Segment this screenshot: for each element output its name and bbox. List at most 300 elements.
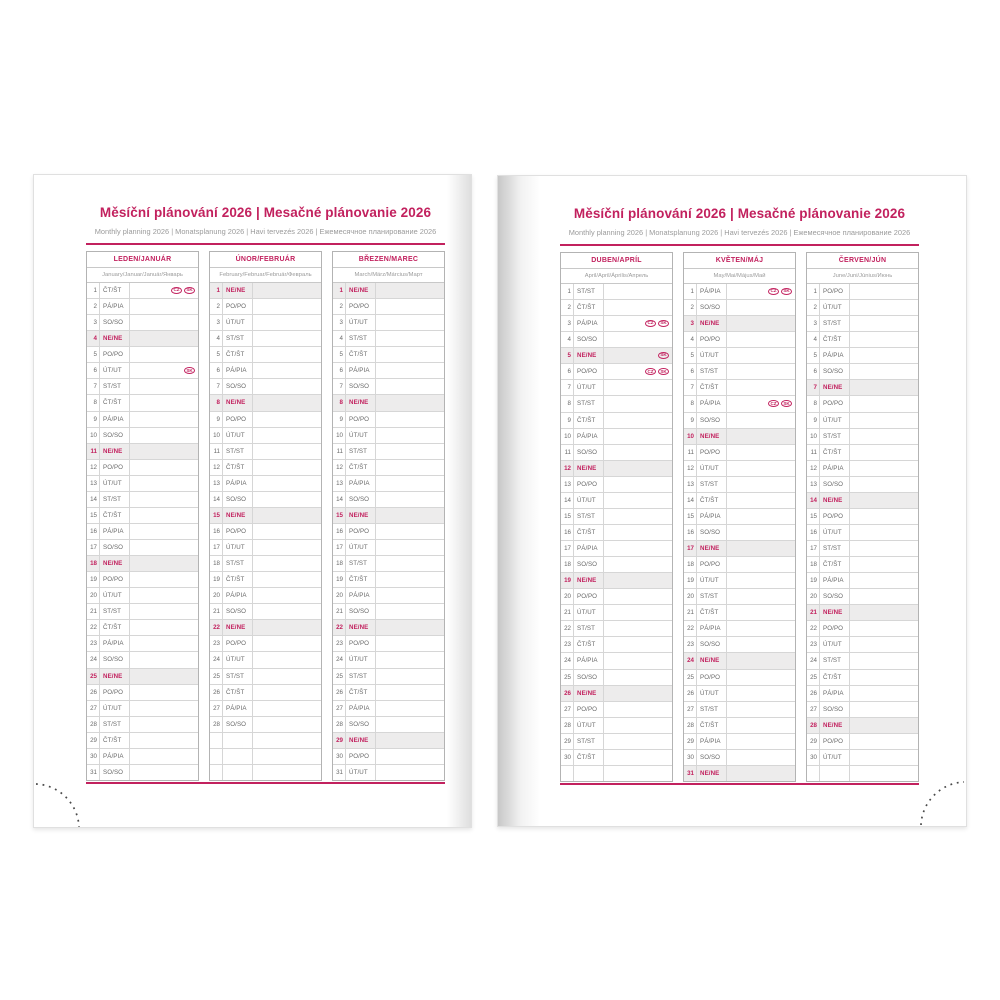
top-rule: [560, 244, 919, 246]
day-number: 24: [684, 653, 697, 668]
day-abbreviation: ČT/ŠT: [697, 605, 727, 620]
day-abbreviation: ST/ST: [574, 734, 604, 749]
day-abbreviation: ÚT/UT: [346, 540, 376, 555]
notes-cell: [376, 283, 444, 298]
holiday-cz-icon: CZ: [645, 320, 656, 327]
day-row-9: [561, 413, 672, 429]
day-row-5: [684, 348, 795, 364]
notes-cell: [376, 508, 444, 523]
notes-cell: [604, 316, 672, 331]
notes-cell: [253, 636, 321, 651]
day-number: 10: [684, 429, 697, 444]
day-row-29: [87, 733, 198, 749]
day-number: 14: [333, 492, 346, 507]
day-abbreviation: ÚT/UT: [574, 605, 604, 620]
day-number: 12: [807, 461, 820, 476]
day-abbreviation: ÚT/UT: [574, 493, 604, 508]
notes-cell: [130, 669, 198, 684]
day-row-16: [87, 524, 198, 540]
day-number: 2: [684, 300, 697, 315]
month-table-3: [332, 251, 445, 781]
notes-cell: [253, 652, 321, 667]
day-abbreviation: ČT/ŠT: [574, 300, 604, 315]
notes-cell: [604, 670, 672, 685]
day-abbreviation: ÚT/UT: [100, 363, 130, 378]
notes-cell: [727, 380, 795, 395]
day-row-4: [807, 332, 918, 348]
day-number: 1: [561, 284, 574, 299]
month-name: LEDEN/JANUÁR: [87, 252, 198, 268]
day-abbreviation: PO/PO: [697, 557, 727, 572]
day-row-9: [684, 413, 795, 429]
notes-cell: [376, 540, 444, 555]
day-abbreviation: ÚT/UT: [820, 300, 850, 315]
day-row-16: [684, 525, 795, 541]
day-number: 20: [333, 588, 346, 603]
day-abbreviation: PO/PO: [820, 396, 850, 411]
notes-cell: [376, 347, 444, 362]
day-row-11: [333, 444, 444, 460]
day-abbreviation: NE/NE: [223, 283, 253, 298]
notes-cell: [376, 444, 444, 459]
day-row-5: [210, 347, 321, 363]
notes-cell: [253, 379, 321, 394]
day-abbreviation: ÚT/UT: [574, 380, 604, 395]
day-abbreviation: PO/PO: [223, 299, 253, 314]
day-number: 19: [684, 573, 697, 588]
day-row-28: [210, 717, 321, 733]
notes-cell: [604, 734, 672, 749]
notes-cell: [850, 766, 918, 781]
notes-cell: [604, 364, 672, 379]
day-number: 6: [684, 364, 697, 379]
day-abbreviation: ČT/ŠT: [820, 670, 850, 685]
day-number: 11: [807, 445, 820, 460]
day-row-27: [333, 701, 444, 717]
day-rows: [87, 283, 198, 780]
notes-cell: [253, 685, 321, 700]
notes-cell: [130, 733, 198, 748]
day-abbreviation: PO/PO: [697, 332, 727, 347]
day-abbreviation: ČT/ŠT: [820, 445, 850, 460]
day-row-13: [684, 477, 795, 493]
day-row-13: [87, 476, 198, 492]
day-abbreviation: NE/NE: [697, 316, 727, 331]
notes-cell: [376, 556, 444, 571]
day-row-10: [87, 428, 198, 444]
day-abbreviation: PÁ/PIA: [100, 749, 130, 764]
day-abbreviation: PO/PO: [346, 412, 376, 427]
day-abbreviation: NE/NE: [697, 429, 727, 444]
day-number: 21: [333, 604, 346, 619]
day-row-12: [807, 461, 918, 477]
day-abbreviation: PÁ/PIA: [697, 734, 727, 749]
notes-cell: [130, 556, 198, 571]
notes-cell: [727, 413, 795, 428]
day-number: 16: [87, 524, 100, 539]
notes-cell: [850, 573, 918, 588]
notes-cell: [130, 765, 198, 780]
day-number: 22: [561, 621, 574, 636]
month-subtitle: April/April/Április/Апрель: [561, 269, 672, 284]
day-number: 24: [807, 653, 820, 668]
day-abbreviation: NE/NE: [574, 573, 604, 588]
day-number: 26: [333, 685, 346, 700]
right-page: [497, 175, 967, 827]
day-row-1: [561, 284, 672, 300]
notes-cell: [253, 604, 321, 619]
day-abbreviation: ÚT/UT: [697, 348, 727, 363]
holiday-sk-icon: SK: [184, 287, 195, 294]
day-abbreviation: SO/SO: [223, 492, 253, 507]
holiday-cz-icon: CZ: [768, 400, 779, 407]
day-row-24: [807, 653, 918, 669]
day-row-28: [87, 717, 198, 733]
day-row-10: [684, 429, 795, 445]
day-number: 23: [210, 636, 223, 651]
day-number: 28: [684, 718, 697, 733]
month-table-6: [806, 252, 919, 782]
notes-cell: [130, 636, 198, 651]
day-abbreviation: ÚT/UT: [223, 428, 253, 443]
day-number: 4: [210, 331, 223, 346]
day-abbreviation: SO/SO: [574, 670, 604, 685]
day-row-7: [333, 379, 444, 395]
notes-cell: [604, 718, 672, 733]
day-number: 4: [684, 332, 697, 347]
notes-cell: [850, 686, 918, 701]
day-abbreviation: NE/NE: [223, 395, 253, 410]
day-abbreviation: NE/NE: [574, 461, 604, 476]
day-number: 13: [87, 476, 100, 491]
day-abbreviation: ČT/ŠT: [820, 332, 850, 347]
notes-cell: [850, 445, 918, 460]
day-abbreviation: ST/ST: [100, 717, 130, 732]
holiday-sk-icon: SK: [658, 368, 669, 375]
day-row-3: [87, 315, 198, 331]
day-abbreviation: ST/ST: [346, 556, 376, 571]
day-row-26: [87, 685, 198, 701]
notes-cell: [727, 300, 795, 315]
notes-cell: [850, 734, 918, 749]
day-row-12: [684, 461, 795, 477]
notes-cell: [850, 557, 918, 572]
day-abbreviation: ČT/ŠT: [574, 750, 604, 765]
day-number: 14: [684, 493, 697, 508]
day-abbreviation: ČT/ŠT: [820, 557, 850, 572]
day-abbreviation: NE/NE: [100, 331, 130, 346]
day-abbreviation: PO/PO: [574, 589, 604, 604]
day-number: 14: [807, 493, 820, 508]
notes-cell: [130, 508, 198, 523]
day-row-18: [807, 557, 918, 573]
notes-cell: [376, 363, 444, 378]
day-number: 20: [210, 588, 223, 603]
day-number: 27: [210, 701, 223, 716]
notes-cell: [376, 588, 444, 603]
day-row-6: [684, 364, 795, 380]
day-row-13: [210, 476, 321, 492]
months-left: [86, 251, 445, 781]
day-number: 28: [333, 717, 346, 732]
empty-row: [210, 733, 321, 749]
notes-cell: [253, 556, 321, 571]
day-abbreviation: ST/ST: [346, 331, 376, 346]
day-row-23: [333, 636, 444, 652]
notes-cell: [850, 589, 918, 604]
notes-cell: [253, 476, 321, 491]
day-number: 4: [333, 331, 346, 346]
day-row-19: [210, 572, 321, 588]
day-row-23: [807, 637, 918, 653]
notes-cell: [727, 316, 795, 331]
day-number: 12: [684, 461, 697, 476]
day-number: 17: [807, 541, 820, 556]
day-number: 1: [210, 283, 223, 298]
notes-cell: [604, 348, 672, 363]
day-abbreviation: SO/SO: [574, 332, 604, 347]
day-row-4: [684, 332, 795, 348]
day-abbreviation: ČT/ŠT: [346, 460, 376, 475]
day-abbreviation: PO/PO: [820, 621, 850, 636]
day-row-5: [807, 348, 918, 364]
day-number: 17: [684, 541, 697, 556]
day-row-12: [561, 461, 672, 477]
day-row-13: [807, 477, 918, 493]
day-number: 8: [807, 396, 820, 411]
day-row-18: [87, 556, 198, 572]
day-row-16: [333, 524, 444, 540]
notes-cell: [850, 364, 918, 379]
day-row-5: [87, 347, 198, 363]
notes-cell: [376, 331, 444, 346]
day-number: 17: [561, 541, 574, 556]
day-row-6: [807, 364, 918, 380]
notes-cell: [253, 315, 321, 330]
day-abbreviation: ČT/ŠT: [346, 685, 376, 700]
day-abbreviation: PÁ/PIA: [697, 396, 727, 411]
day-abbreviation: PÁ/PIA: [346, 701, 376, 716]
day-abbreviation: ÚT/UT: [346, 765, 376, 780]
day-row-28: [684, 718, 795, 734]
notes-cell: [604, 429, 672, 444]
day-abbreviation: PÁ/PIA: [697, 284, 727, 299]
day-number: 24: [210, 652, 223, 667]
day-abbreviation: ST/ST: [697, 477, 727, 492]
day-abbreviation: PÁ/PIA: [574, 541, 604, 556]
day-number: 10: [333, 428, 346, 443]
notes-cell: [376, 733, 444, 748]
page-title: Měsíční plánování 2026 | Mesačné plánovanie 2026: [573, 206, 906, 221]
notes-cell: [850, 605, 918, 620]
notes-cell: [376, 685, 444, 700]
month-name: BŘEZEN/MAREC: [333, 252, 444, 268]
month-table-5: [683, 252, 796, 782]
day-number: 4: [561, 332, 574, 347]
day-number: 8: [87, 395, 100, 410]
day-number: [210, 733, 223, 748]
notes-cell: [604, 637, 672, 652]
notes-cell: [727, 493, 795, 508]
day-number: 7: [807, 380, 820, 395]
day-abbreviation: NE/NE: [346, 733, 376, 748]
day-abbreviation: SO/SO: [820, 364, 850, 379]
day-row-30: [333, 749, 444, 765]
day-row-26: [210, 685, 321, 701]
notes-cell: [604, 686, 672, 701]
day-abbreviation: ST/ST: [697, 364, 727, 379]
day-abbreviation: SO/SO: [697, 750, 727, 765]
day-row-4: [210, 331, 321, 347]
month-table-4: [560, 252, 673, 782]
day-row-30: [684, 750, 795, 766]
month-name: DUBEN/APRÍL: [561, 253, 672, 269]
day-number: 29: [684, 734, 697, 749]
day-row-2: [684, 300, 795, 316]
notes-cell: [850, 284, 918, 299]
day-number: 21: [684, 605, 697, 620]
day-abbreviation: PÁ/PIA: [574, 316, 604, 331]
day-row-21: [561, 605, 672, 621]
day-row-15: [807, 509, 918, 525]
day-row-16: [807, 525, 918, 541]
day-number: 9: [210, 412, 223, 427]
day-abbreviation: NE/NE: [100, 669, 130, 684]
day-row-29: [807, 734, 918, 750]
day-number: 21: [87, 604, 100, 619]
notes-cell: [727, 525, 795, 540]
notes-cell: [604, 396, 672, 411]
day-number: 19: [210, 572, 223, 587]
day-row-27: [210, 701, 321, 717]
notes-cell: [850, 300, 918, 315]
notes-cell: [850, 396, 918, 411]
day-number: 2: [87, 299, 100, 314]
bottom-rule: [560, 783, 919, 785]
day-abbreviation: PO/PO: [820, 734, 850, 749]
day-row-8: [333, 395, 444, 411]
day-number: 7: [561, 380, 574, 395]
notes-cell: [376, 749, 444, 764]
day-number: 18: [684, 557, 697, 572]
notes-cell: [130, 604, 198, 619]
month-name: KVĚTEN/MÁJ: [684, 253, 795, 269]
day-abbreviation: PO/PO: [574, 477, 604, 492]
empty-row: [807, 766, 918, 781]
day-number: 11: [684, 445, 697, 460]
day-row-13: [333, 476, 444, 492]
notes-cell: [850, 702, 918, 717]
notes-cell: [376, 620, 444, 635]
day-abbreviation: ČT/ŠT: [697, 380, 727, 395]
notes-cell: [253, 460, 321, 475]
day-row-18: [561, 557, 672, 573]
month-subtitle: May/Mai/Május/Май: [684, 269, 795, 284]
spine-shadow: [498, 176, 540, 826]
day-row-2: [333, 299, 444, 315]
day-number: 16: [333, 524, 346, 539]
notes-cell: [130, 701, 198, 716]
day-abbreviation: ST/ST: [100, 379, 130, 394]
day-number: [210, 749, 223, 764]
notes-cell: [727, 637, 795, 652]
notes-cell: [130, 444, 198, 459]
notes-cell: [850, 380, 918, 395]
day-abbreviation: ST/ST: [574, 621, 604, 636]
day-abbreviation: SO/SO: [574, 557, 604, 572]
notes-cell: [727, 605, 795, 620]
notes-cell: [376, 765, 444, 780]
day-number: 3: [807, 316, 820, 331]
holiday-cz-icon: CZ: [171, 287, 182, 294]
day-abbreviation: ČT/ŠT: [223, 572, 253, 587]
notes-cell: [130, 652, 198, 667]
day-abbreviation: NE/NE: [100, 556, 130, 571]
notes-cell: [253, 412, 321, 427]
notes-cell: [604, 493, 672, 508]
day-abbreviation: ÚT/UT: [223, 540, 253, 555]
notes-cell: [376, 669, 444, 684]
day-number: 16: [807, 525, 820, 540]
day-abbreviation: SO/SO: [820, 589, 850, 604]
notes-cell: [130, 347, 198, 362]
day-abbreviation: SO/SO: [697, 637, 727, 652]
day-number: 2: [807, 300, 820, 315]
notes-cell: [850, 316, 918, 331]
notes-cell: [376, 395, 444, 410]
day-abbreviation: ST/ST: [223, 444, 253, 459]
day-number: 21: [210, 604, 223, 619]
day-row-17: [807, 541, 918, 557]
notes-cell: [727, 348, 795, 363]
day-abbreviation: NE/NE: [820, 493, 850, 508]
day-abbreviation: SO/SO: [100, 652, 130, 667]
day-abbreviation: ÚT/UT: [697, 686, 727, 701]
day-abbreviation: SO/SO: [223, 717, 253, 732]
day-row-3: [807, 316, 918, 332]
notes-cell: [376, 701, 444, 716]
day-number: 9: [684, 413, 697, 428]
day-row-30: [561, 750, 672, 766]
day-abbreviation: ČT/ŠT: [574, 637, 604, 652]
empty-row: [561, 766, 672, 781]
notes-cell: [376, 476, 444, 491]
day-number: 5: [333, 347, 346, 362]
day-number: 25: [210, 669, 223, 684]
day-number: 17: [87, 540, 100, 555]
day-row-1: [684, 284, 795, 300]
day-number: 15: [87, 508, 100, 523]
notes-cell: [850, 461, 918, 476]
notes-cell: [727, 509, 795, 524]
notes-cell: [604, 750, 672, 765]
day-row-16: [210, 524, 321, 540]
day-abbreviation: PÁ/PIA: [820, 573, 850, 588]
day-number: 14: [87, 492, 100, 507]
notes-cell: [253, 733, 321, 748]
day-number: 7: [210, 379, 223, 394]
day-number: 5: [87, 347, 100, 362]
day-row-1: [807, 284, 918, 300]
notes-cell: [376, 524, 444, 539]
day-number: 8: [210, 395, 223, 410]
day-row-31: [333, 765, 444, 780]
day-number: 27: [333, 701, 346, 716]
day-number: 18: [87, 556, 100, 571]
day-number: 15: [333, 508, 346, 523]
day-row-24: [684, 653, 795, 669]
day-abbreviation: [223, 765, 253, 780]
